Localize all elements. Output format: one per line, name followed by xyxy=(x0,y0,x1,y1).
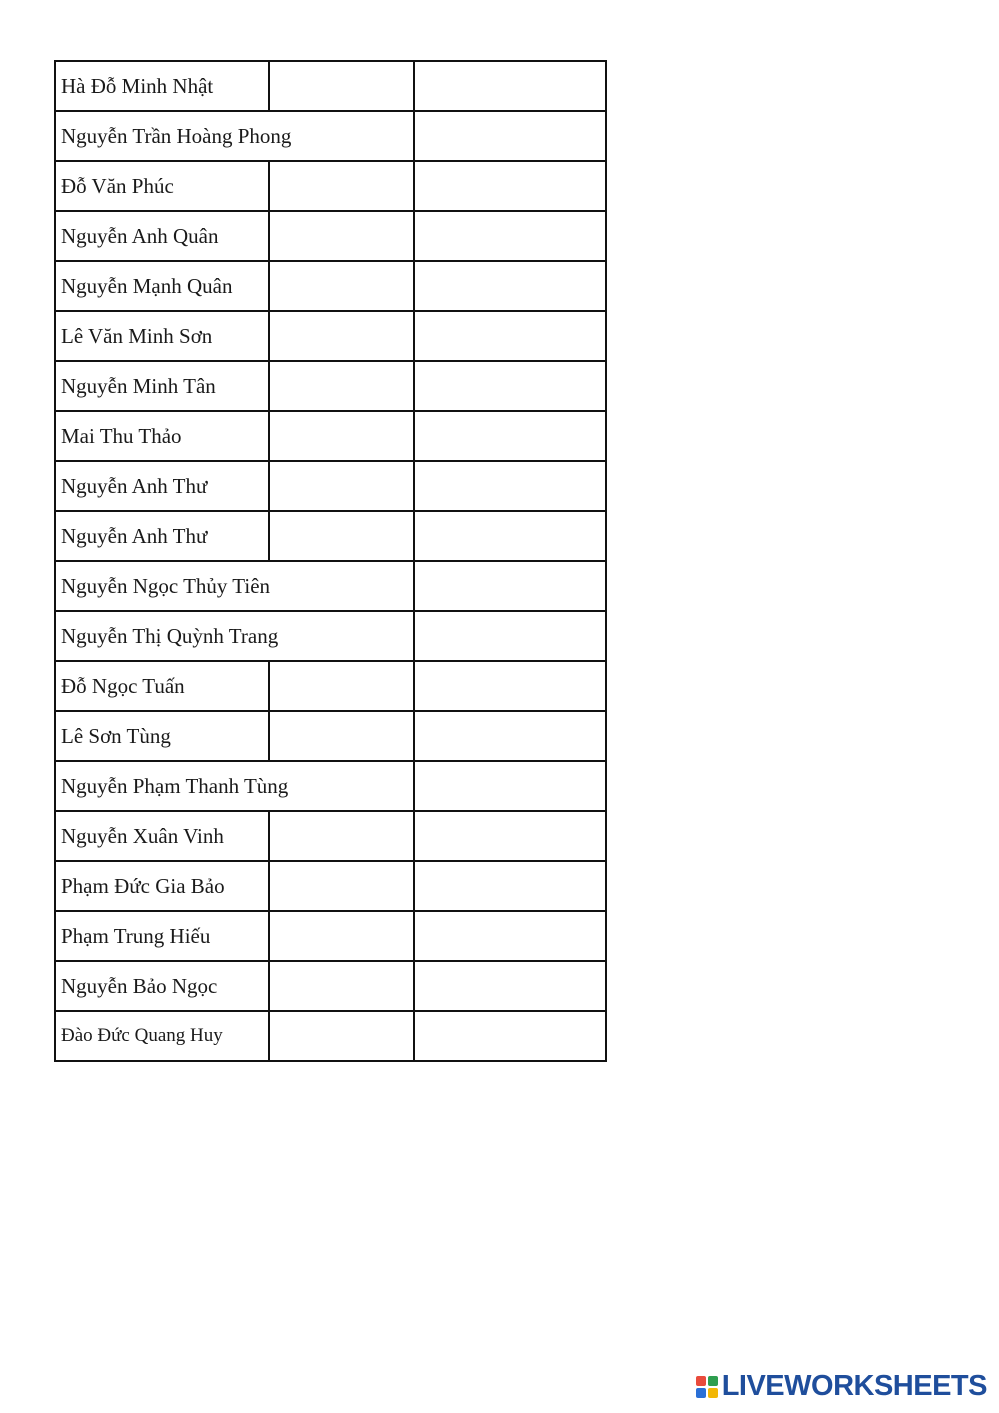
table-row xyxy=(55,911,606,961)
answer-cell-right[interactable] xyxy=(414,961,606,1011)
answer-cell-middle[interactable] xyxy=(269,811,414,861)
table-row xyxy=(55,111,606,161)
table-row xyxy=(55,811,606,861)
student-name-cell: Nguyễn Anh Thư xyxy=(55,511,269,561)
logo-square-yellow xyxy=(708,1388,718,1398)
student-name-cell: Nguyễn Mạnh Quân xyxy=(55,261,269,311)
answer-cell-middle[interactable] xyxy=(269,1011,414,1061)
answer-cell-right[interactable] xyxy=(414,211,606,261)
answer-cell-middle[interactable] xyxy=(269,711,414,761)
liveworksheets-logo-icon xyxy=(696,1376,718,1398)
answer-cell-right[interactable] xyxy=(414,311,606,361)
student-name-cell: Nguyễn Xuân Vinh xyxy=(55,811,269,861)
answer-cell-middle[interactable] xyxy=(269,511,414,561)
student-name-cell: Phạm Đức Gia Bảo xyxy=(55,861,269,911)
answer-cell-right[interactable] xyxy=(414,61,606,111)
student-name-cell: Lê Sơn Tùng xyxy=(55,711,269,761)
answer-cell-middle[interactable] xyxy=(269,261,414,311)
student-name-cell: Đỗ Ngọc Tuấn xyxy=(55,661,269,711)
student-name-cell: Nguyễn Bảo Ngọc xyxy=(55,961,269,1011)
table-body xyxy=(55,61,606,1061)
answer-cell-middle[interactable] xyxy=(269,211,414,261)
answer-cell-right[interactable] xyxy=(414,361,606,411)
student-name-cell: Đào Đức Quang Huy xyxy=(55,1011,269,1061)
answer-cell-right[interactable] xyxy=(414,411,606,461)
answer-cell-middle[interactable] xyxy=(269,311,414,361)
student-name-cell: Hà Đỗ Minh Nhật xyxy=(55,61,269,111)
answer-cell-right[interactable] xyxy=(414,511,606,561)
table-row xyxy=(55,411,606,461)
answer-cell-right[interactable] xyxy=(414,111,606,161)
student-name-cell: Nguyễn Minh Tân xyxy=(55,361,269,411)
table-row xyxy=(55,1011,606,1061)
answer-cell-middle[interactable] xyxy=(269,861,414,911)
brand-wordmark: LIVEWORKSHEETS xyxy=(721,1370,987,1402)
liveworksheets-brand xyxy=(696,1370,987,1403)
answer-cell-middle[interactable] xyxy=(269,411,414,461)
answer-cell-middle[interactable] xyxy=(269,911,414,961)
answer-cell-middle[interactable] xyxy=(269,461,414,511)
student-name-cell: Nguyễn Anh Thư xyxy=(55,461,269,511)
answer-cell-middle[interactable] xyxy=(269,161,414,211)
table-row xyxy=(55,161,606,211)
table-row xyxy=(55,461,606,511)
student-name-cell: Nguyễn Anh Quân xyxy=(55,211,269,261)
answer-cell-right[interactable] xyxy=(414,611,606,661)
answer-cell-right[interactable] xyxy=(414,911,606,961)
table-row xyxy=(55,261,606,311)
student-name-cell: Phạm Trung Hiếu xyxy=(55,911,269,961)
answer-cell-right[interactable] xyxy=(414,811,606,861)
answer-cell-middle[interactable] xyxy=(269,361,414,411)
table-row xyxy=(55,711,606,761)
answer-cell-middle[interactable] xyxy=(269,61,414,111)
table-row xyxy=(55,961,606,1011)
student-list-table xyxy=(54,60,607,1062)
student-name-cell: Nguyễn Trần Hoàng Phong xyxy=(55,111,414,161)
answer-cell-right[interactable] xyxy=(414,1011,606,1061)
answer-cell-right[interactable] xyxy=(414,561,606,611)
table-row xyxy=(55,211,606,261)
answer-cell-right[interactable] xyxy=(414,861,606,911)
logo-square-blue xyxy=(696,1388,706,1398)
logo-square-green xyxy=(708,1376,718,1386)
answer-cell-right[interactable] xyxy=(414,161,606,211)
answer-cell-right[interactable] xyxy=(414,261,606,311)
table-row xyxy=(55,661,606,711)
answer-cell-middle[interactable] xyxy=(269,661,414,711)
table-row xyxy=(55,511,606,561)
table-row xyxy=(55,861,606,911)
answer-cell-right[interactable] xyxy=(414,761,606,811)
answer-cell-middle[interactable] xyxy=(269,961,414,1011)
table-row xyxy=(55,361,606,411)
student-name-cell: Đỗ Văn Phúc xyxy=(55,161,269,211)
table-row xyxy=(55,611,606,661)
student-name-cell: Nguyễn Ngọc Thủy Tiên xyxy=(55,561,414,611)
student-name-cell: Mai Thu Thảo xyxy=(55,411,269,461)
answer-cell-right[interactable] xyxy=(414,661,606,711)
logo-square-red xyxy=(696,1376,706,1386)
table-row xyxy=(55,561,606,611)
table-row xyxy=(55,61,606,111)
table-row xyxy=(55,311,606,361)
table-row xyxy=(55,761,606,811)
answer-cell-right[interactable] xyxy=(414,461,606,511)
student-name-cell: Nguyễn Phạm Thanh Tùng xyxy=(55,761,414,811)
answer-cell-right[interactable] xyxy=(414,711,606,761)
student-name-cell: Nguyễn Thị Quỳnh Trang xyxy=(55,611,414,661)
student-name-cell: Lê Văn Minh Sơn xyxy=(55,311,269,361)
